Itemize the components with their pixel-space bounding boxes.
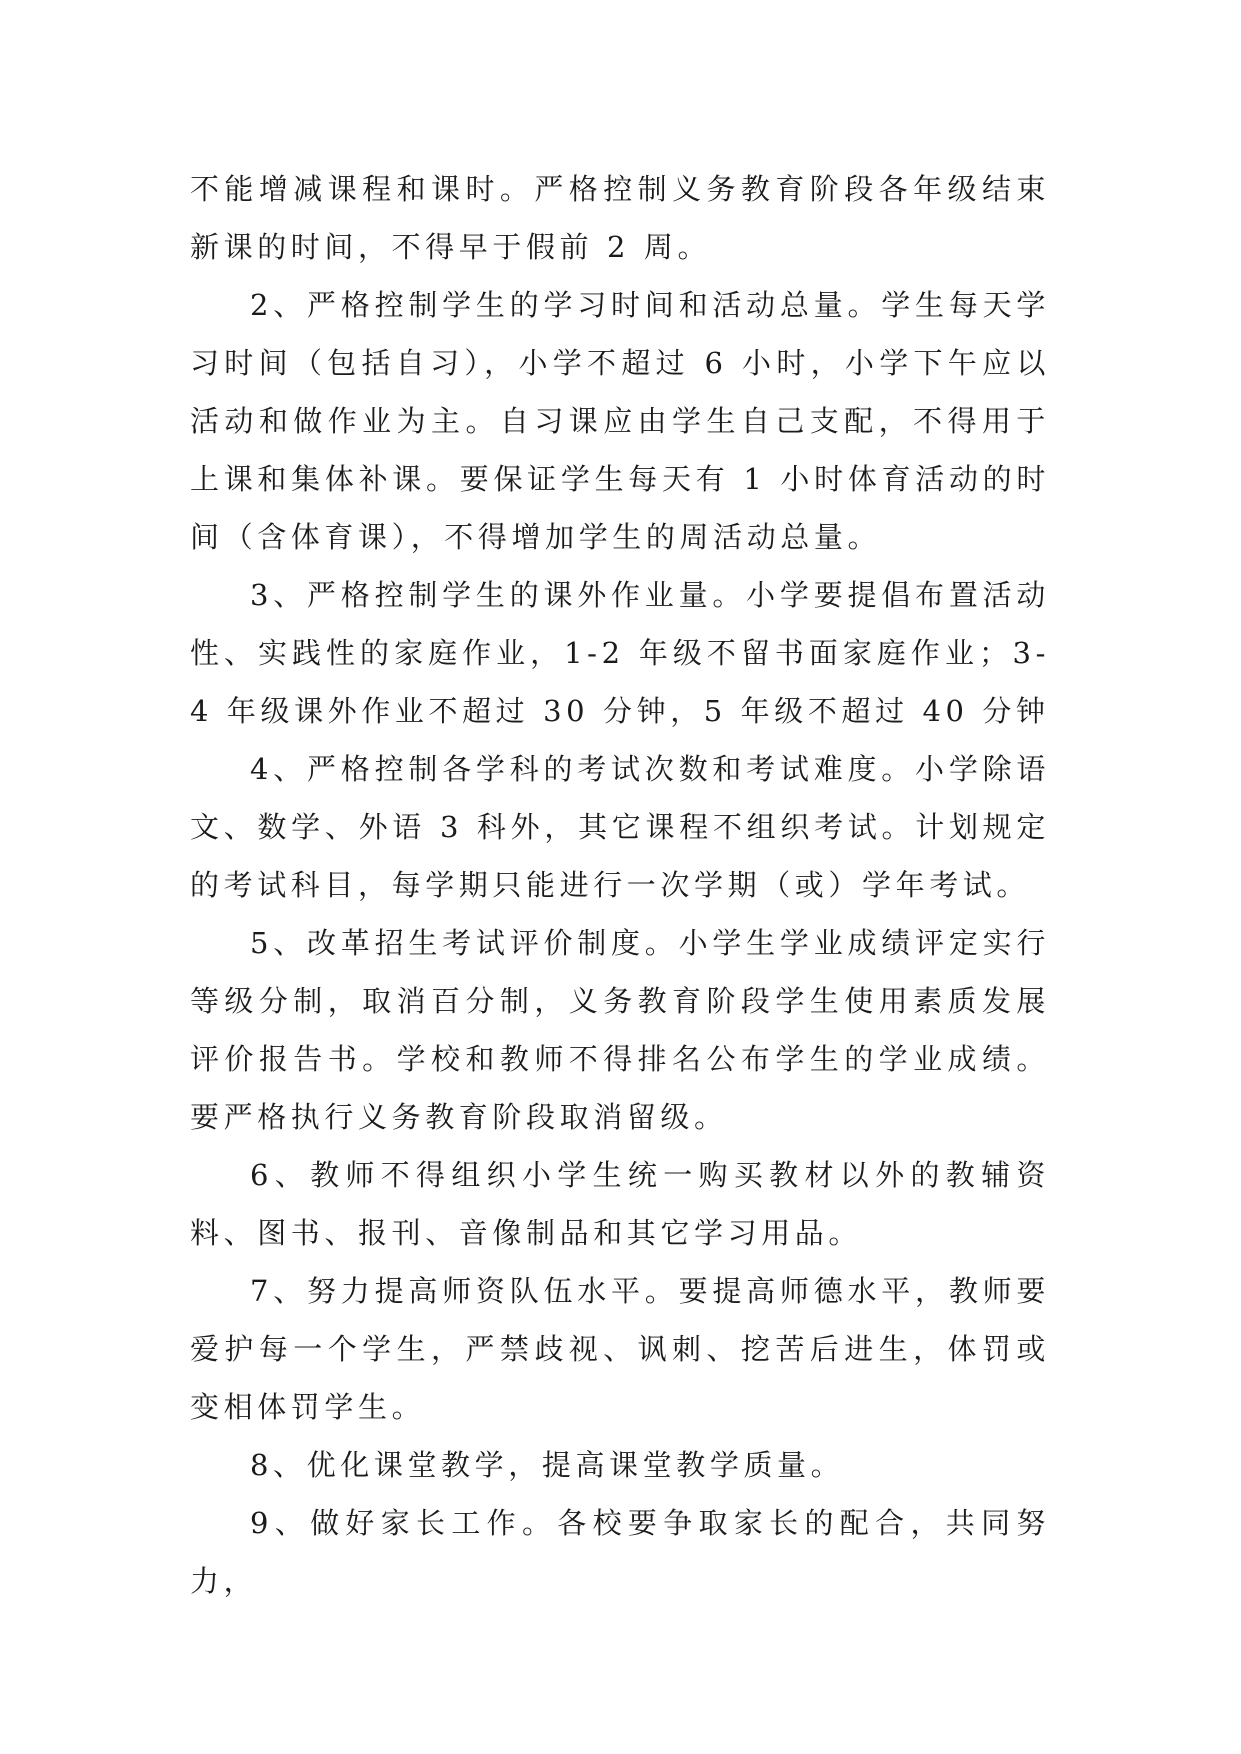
- paragraph-item-5: 5、改革招生考试评价制度。小学生学业成绩评定实行等级分制，取消百分制，义务教育阶段学生使用素质发展评价报告书。学校和教师不得排名公布学生的学业成绩。要严格执行义务教育阶段取消留级。: [190, 926, 1050, 1134]
- paragraph-item-9: 9、做好家长工作。各校要争取家长的配合，共同努力，: [190, 1506, 1050, 1598]
- paragraph-continuation: 不能增减课程和课时。严格控制义务教育阶段各年级结束新课的时间，不得早于假前 2 周。: [190, 172, 1050, 264]
- document-body: [190, 160, 1050, 1610]
- paragraph-item-3: 3、严格控制学生的课外作业量。小学要提倡布置活动性、实践性的家庭作业，1-2 年级不留书面家庭作业；3-4 年级课外作业不超过 30 分钟，5 年级不超过 40 分钟: [190, 578, 1050, 728]
- paragraph-item-6: 6、教师不得组织小学生统一购买教材以外的教辅资料、图书、报刊、音像制品和其它学习用品。: [190, 1158, 1050, 1250]
- paragraph-item-4: 4、严格控制各学科的考试次数和考试难度。小学除语文、数学、外语 3 科外，其它课程不组织考试。计划规定的考试科目，每学期只能进行一次学期（或）学年考试。: [190, 752, 1050, 902]
- paragraph-item-7: 7、努力提高师资队伍水平。要提高师德水平，教师要爱护每一个学生，严禁歧视、讽刺、挖苦后进生，体罚或变相体罚学生。: [190, 1274, 1050, 1424]
- paragraph-item-8: 8、优化课堂教学，提高课堂教学质量。: [250, 1448, 845, 1482]
- paragraph-item-2: 2、严格控制学生的学习时间和活动总量。学生每天学习时间（包括自习），小学不超过 6 小时，小学下午应以活动和做作业为主。自习课应由学生自己支配，不得用于上课和集体补课。要保证学生每天有 1 小时体育活动的时间（含体育课），不得增加学生的周活动总量。: [190, 288, 1050, 554]
